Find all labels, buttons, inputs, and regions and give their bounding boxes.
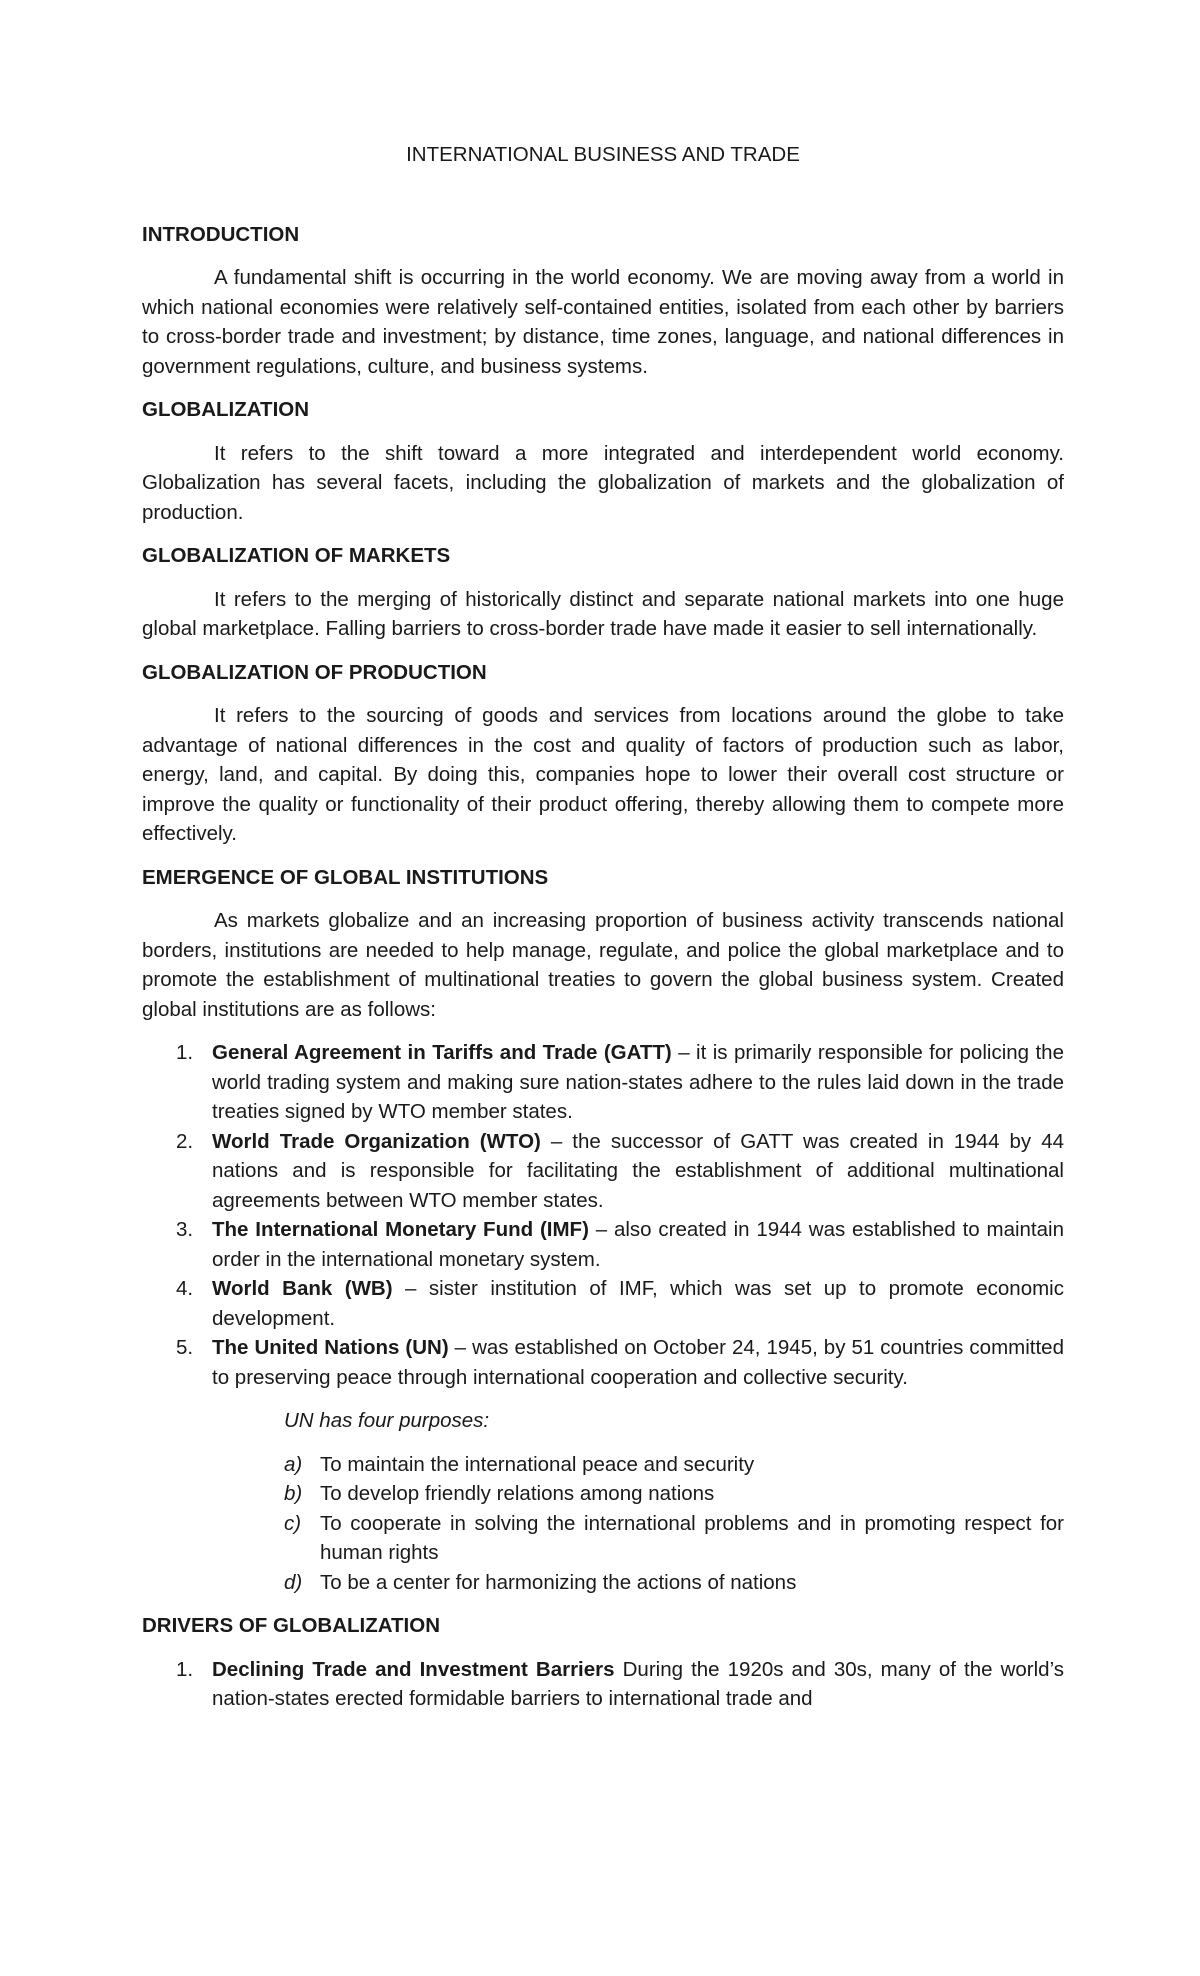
paragraph-globalization-of-markets: It refers to the merging of historically distinct and separate national markets into one huge global marketplace. Falling barriers to cross-border trade have made it easier to sell internationally. <box>142 587 1064 640</box>
list-letter: b) <box>284 1482 303 1505</box>
document-title: INTERNATIONAL BUSINESS AND TRADE <box>406 143 800 166</box>
paragraph-global-institutions: As markets globalize and an increasing proportion of business activity transcends national borders, institutions are needed to help manage, regulate, and police the global marketplace and to promote the establishment of multinational treaties to govern the global business system. Created global institutions are as follows: <box>142 909 1064 1021</box>
heading-globalization-of-production: GLOBALIZATION OF PRODUCTION <box>142 660 487 684</box>
institution-description: – the successor of GATT was created in 1944 by 44 nations and is responsible for facilitating the establishment of additional multinational agreements between WTO member states. <box>212 1129 1064 1212</box>
list-item <box>142 1450 1064 1480</box>
institutions-list <box>142 1038 1064 1392</box>
driver-name: Declining Trade and Investment Barriers <box>212 1657 615 1681</box>
purpose-text: To be a center for harmonizing the actions of nations <box>320 1570 797 1594</box>
driver-description: During the 1920s and 30s, many of the world’s nation-states erected formidable barriers to international trade and <box>212 1657 1064 1710</box>
list-number: 5. <box>176 1336 194 1359</box>
paragraph-introduction: A fundamental shift is occurring in the world economy. We are moving away from a world in which national economies were relatively self-contained entities, isolated from each other by barriers to cross-border trade and investment; by distance, time zones, language, and national differences in government regulations, culture, and business systems. <box>142 266 1064 378</box>
institution-name: The International Monetary Fund (IMF) <box>212 1218 589 1241</box>
list-number: 4. <box>176 1277 194 1300</box>
purpose-text: To cooperate in solving the international problems and in promoting respect for human rights <box>320 1511 1064 1564</box>
list-item <box>142 1274 1064 1333</box>
list-item <box>142 1215 1064 1274</box>
list-number: 2. <box>176 1129 194 1153</box>
purpose-text: To develop friendly relations among nations <box>320 1482 715 1505</box>
un-purposes-intro: UN has four purposes: <box>284 1409 490 1432</box>
list-item <box>142 1038 1064 1127</box>
heading-drivers-of-globalization: DRIVERS OF GLOBALIZATION <box>142 1614 441 1637</box>
list-number: 1. <box>176 1041 194 1064</box>
institution-name: General Agreement in Tariffs and Trade (GATT) <box>212 1041 672 1064</box>
institution-description: – it is primarily responsible for policing the world trading system and making sure nation-states adhere to the rules laid down in the trade treaties signed by WTO member states. <box>212 1041 1064 1123</box>
purpose-text: To maintain the international peace and security <box>320 1452 755 1476</box>
list-item <box>142 1333 1064 1392</box>
institution-name: The United Nations (UN) <box>212 1336 449 1359</box>
document-page <box>142 140 1064 1728</box>
list-letter: a) <box>284 1452 303 1476</box>
heading-global-institutions: EMERGENCE OF GLOBAL INSTITUTIONS <box>142 865 549 889</box>
institution-description: – sister institution of IMF, which was set up to promote economic development. <box>212 1277 1064 1330</box>
list-item <box>142 1127 1064 1216</box>
list-item <box>142 1509 1064 1568</box>
heading-globalization: GLOBALIZATION <box>142 398 310 421</box>
paragraph-globalization-of-production: It refers to the sourcing of goods and services from locations around the globe to take advantage of national differences in the cost and quality of factors of production such as labor, energy, land, and capital. By doing this, companies hope to lower their overall cost structure or improve the quality or functionality of their product offering, thereby allowing them to compete more effectively. <box>142 704 1064 845</box>
heading-introduction: INTRODUCTION <box>142 222 300 246</box>
list-item <box>142 1568 1064 1598</box>
list-number: 1. <box>176 1657 194 1681</box>
un-purposes-list <box>142 1450 1064 1598</box>
institution-name: World Bank (WB) <box>212 1277 393 1300</box>
list-item <box>142 1479 1064 1509</box>
institution-description: – was established on October 24, 1945, by 51 countries committed to preserving peace through international cooperation and collective security. <box>212 1336 1064 1389</box>
list-letter: c) <box>284 1511 302 1535</box>
institution-name: World Trade Organization (WTO) <box>212 1129 541 1153</box>
drivers-list <box>142 1655 1064 1714</box>
paragraph-globalization: It refers to the shift toward a more integrated and interdependent world economy. Globalization has several facets, including the globalization of markets and the globalization of production. <box>142 441 1064 524</box>
institution-description: – also created in 1944 was established to maintain order in the international monetary system. <box>212 1218 1064 1271</box>
list-number: 3. <box>176 1218 194 1241</box>
list-item <box>142 1655 1064 1714</box>
heading-globalization-of-markets: GLOBALIZATION OF MARKETS <box>142 544 451 567</box>
list-letter: d) <box>284 1570 303 1594</box>
